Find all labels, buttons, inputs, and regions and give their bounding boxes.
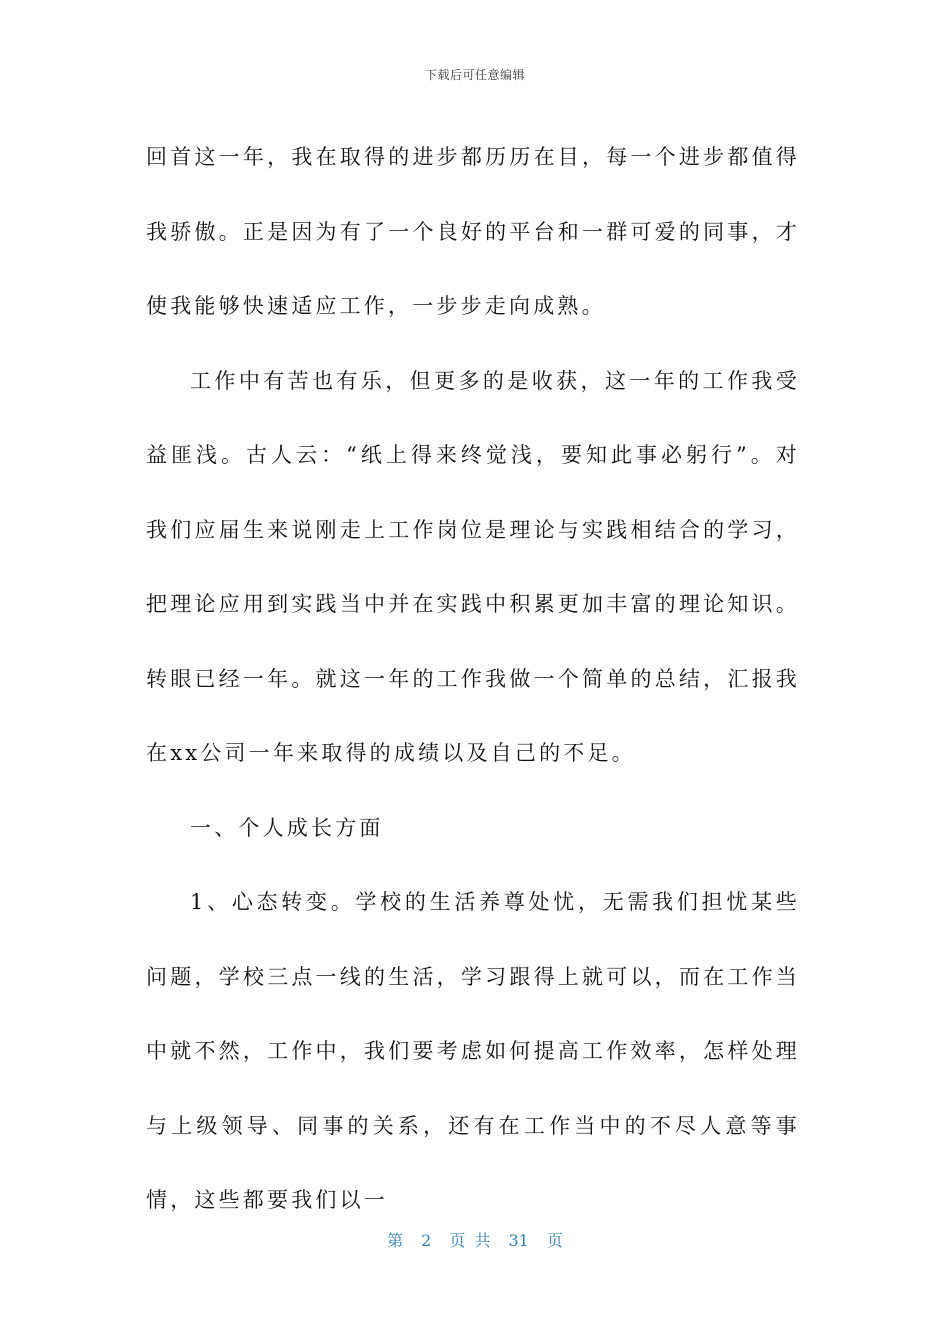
paragraph-3: 1、心态转变。学校的生活养尊处忧，无需我们担忧某些问题，学校三点一线的生活，学习跟得上就可以，而在工作当中就不然，工作中，我们要考虑如何提高工作效率，怎样处理与上级领导、同事的关系，还有在工作当中的不尽人意等事情，这些都要我们以一 xyxy=(146,890,800,1212)
footer-total-pages: 31 xyxy=(508,1231,529,1250)
paragraph-2: 工作中有苦也有乐，但更多的是收获，这一年的工作我受益匪浅。古人云：“纸上得来终觉浅，要知此事必躬行”。对我们应届生来说刚走上工作岗位是理论与实践相结合的学习，把理论应用到实践当中并在实践中积累更加丰富的理论知识。转眼已经一年。就这一年的工作我做一个简单的总结，汇报我在xx公司一年来取得的成绩以及自己的不足。 xyxy=(146,368,800,765)
section-heading: 一、个人成长方面 xyxy=(190,815,384,840)
footer-middle: 页 共 xyxy=(449,1231,491,1250)
document-body xyxy=(146,120,800,1238)
footer-suffix: 页 xyxy=(546,1231,563,1250)
page-header: 下载后可任意编辑 xyxy=(424,68,525,82)
footer-current-page: 2 xyxy=(421,1231,432,1250)
footer-prefix: 第 xyxy=(387,1231,404,1250)
page-footer xyxy=(0,1228,950,1251)
paragraph-1: 回首这一年，我在取得的进步都历历在目，每一个进步都值得我骄傲。正是因为有了一个良好的平台和一群可爱的同事，才使我能够快速适应工作，一步步走向成熟。 xyxy=(146,145,800,318)
